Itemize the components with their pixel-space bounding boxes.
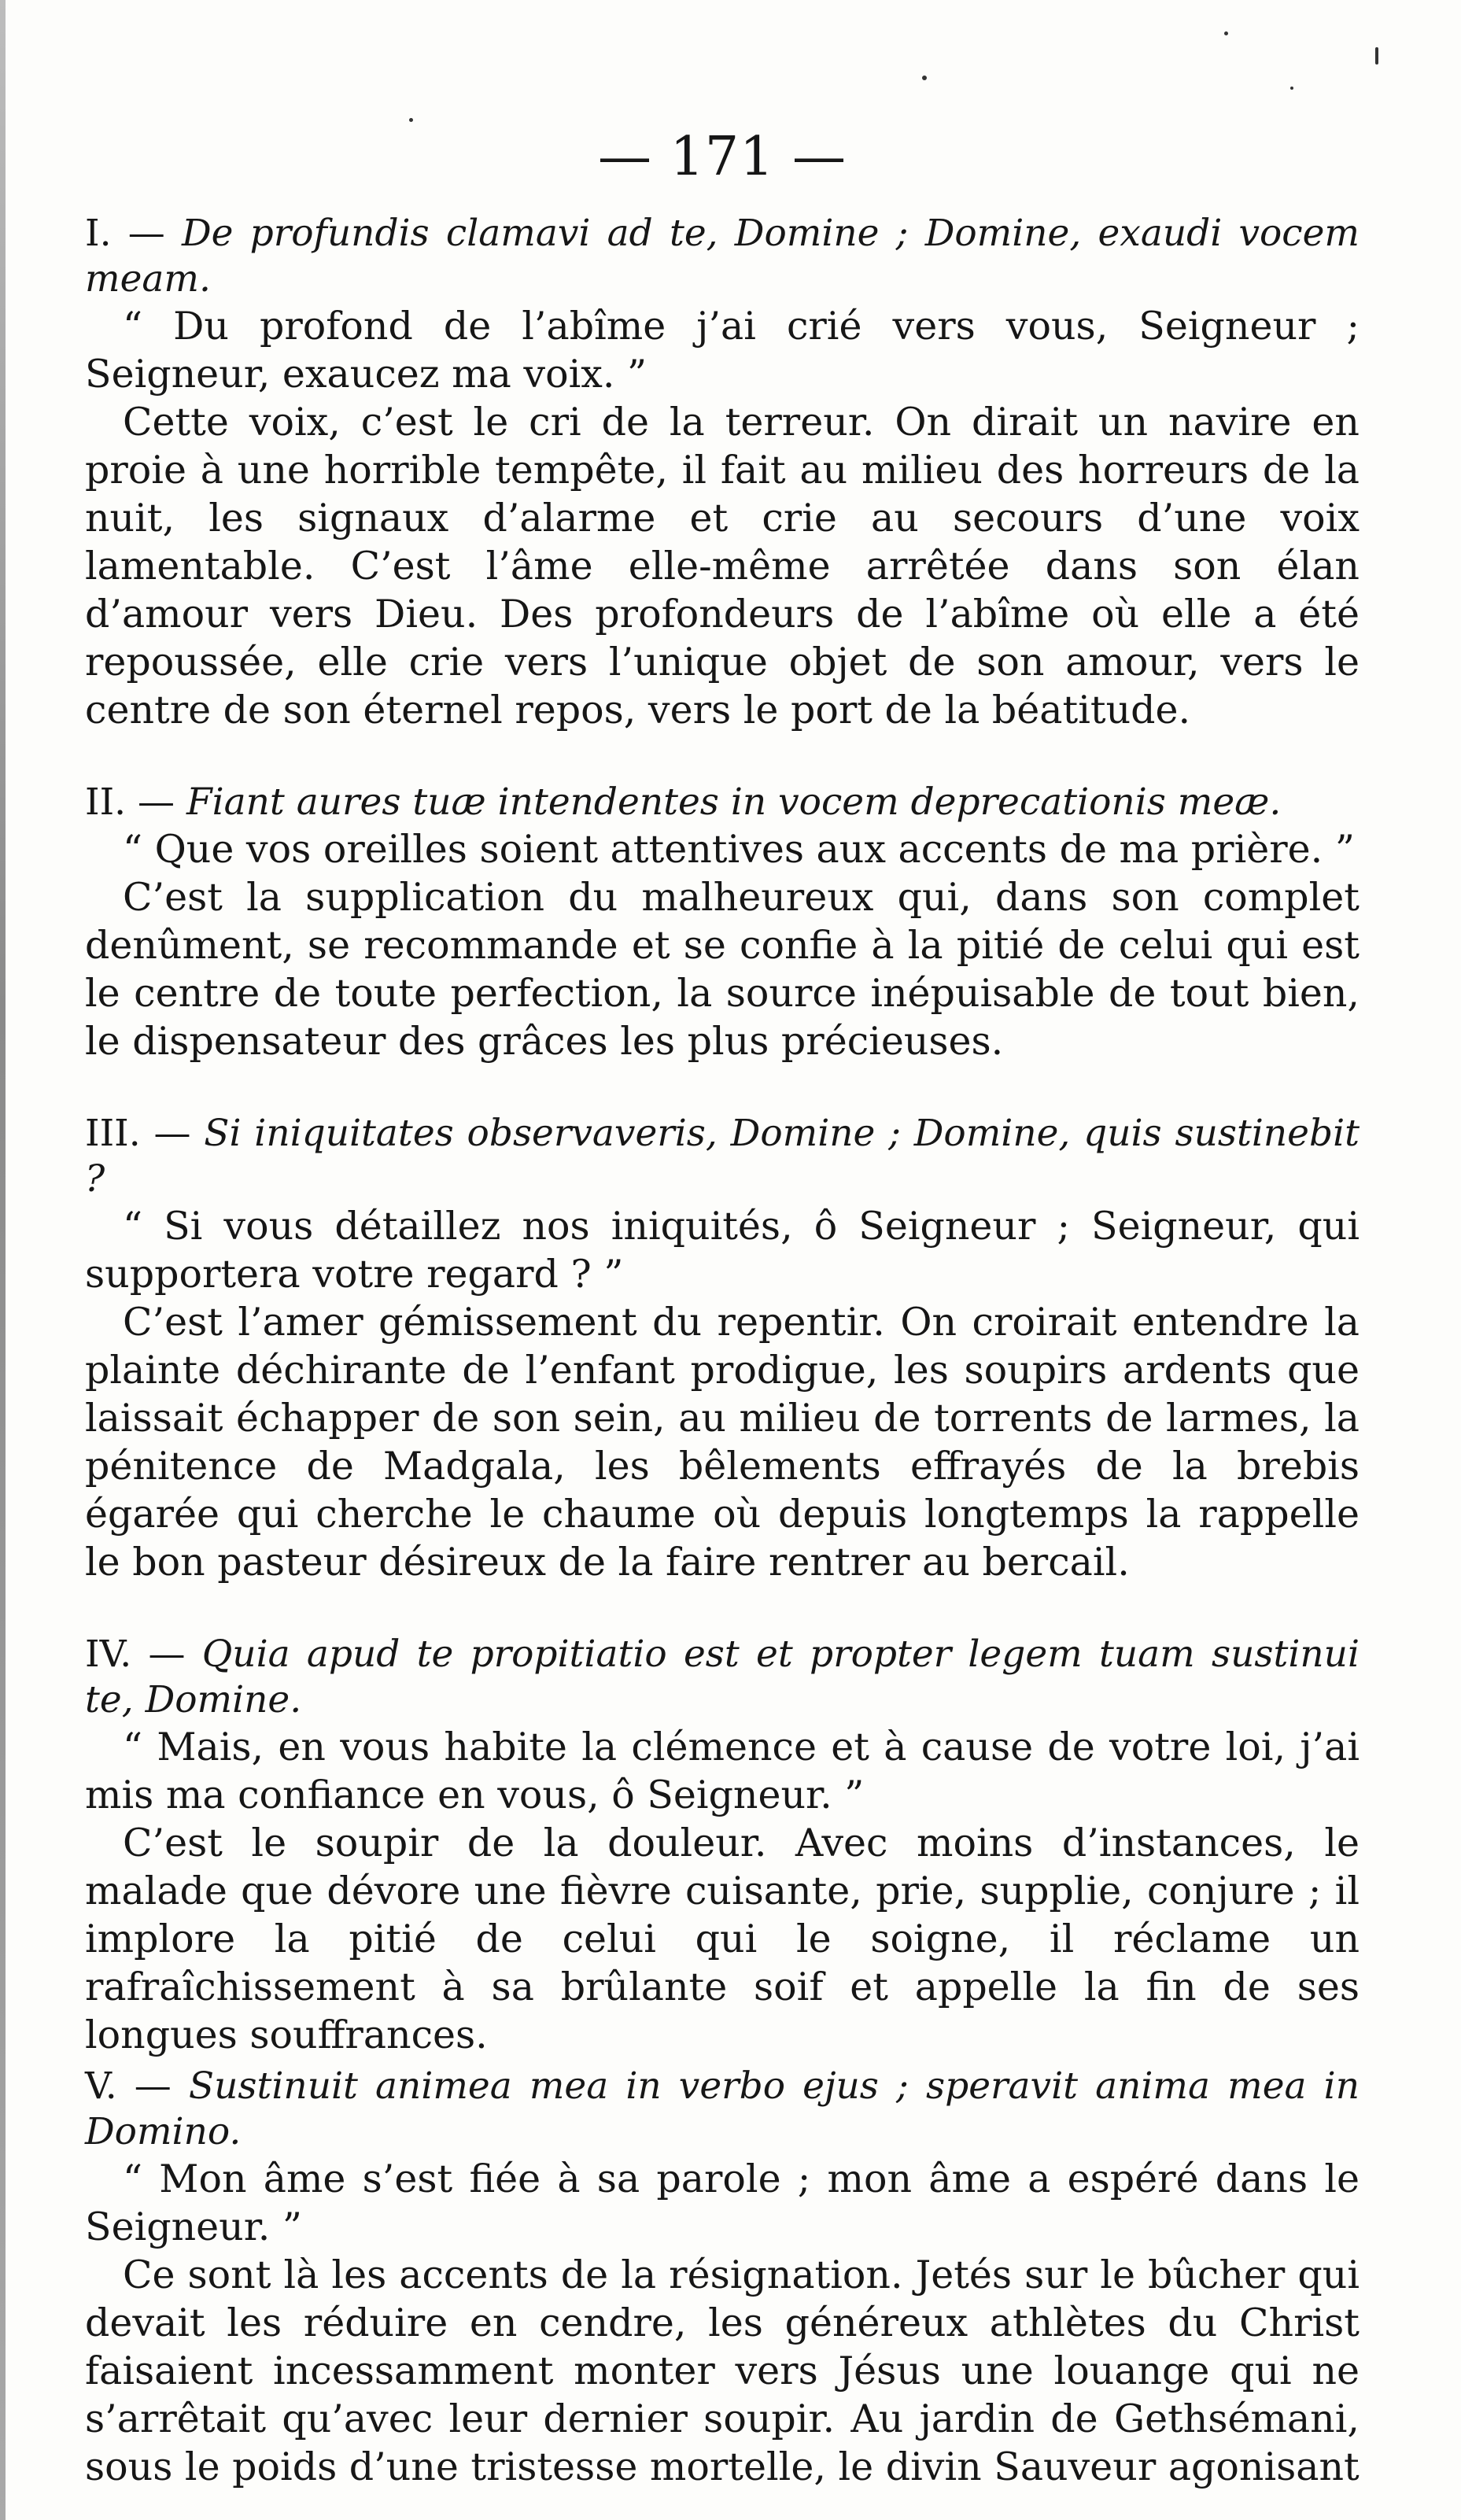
verse-number: II.	[85, 780, 127, 824]
verse-3	[85, 1111, 1360, 1586]
latin-verse	[85, 211, 1360, 302]
verse-number: IV.	[85, 1633, 132, 1676]
verse-2	[85, 780, 1360, 1065]
latin-text: Si iniquitates observaveris, Domine ; Domine, quis sustinebit ?	[85, 1112, 1360, 1201]
translation: “ Si vous détaillez nos iniquités, ô Seigneur ; Seigneur, qui supportera votre regard ? ”	[85, 1204, 1360, 1297]
scan-gutter-edge	[0, 0, 6, 2520]
verse-dash: —	[134, 2064, 172, 2108]
scan-speck	[1290, 87, 1293, 90]
verse-5	[85, 2064, 1360, 2491]
verse-dash: —	[138, 780, 186, 824]
book-page	[85, 126, 1360, 2491]
commentary: C’est l’amer gémissement du repentir. On croirait entendre la plainte déchirante de l’enfant prodigue, les soupirs ardents que laissait échapper de son sein, au milieu de torrents de larmes, la pénitence de Madgala, les bêlements effrayés de la brebis égarée qui cherche le chaume où depuis longtemps la rappelle le bon pasteur désireux de la faire rentrer au bercail.	[85, 1300, 1360, 1585]
verse-1	[85, 211, 1360, 734]
latin-text: Fiant aures tuæ intendentes in vocem deprecationis meæ.	[186, 780, 1282, 824]
commentary: C’est la supplication du malheureux qui, dans son complet denûment, se recommande et se confie à la pitié de celui qui est le centre de toute perfection, la source inépuisable de tout bien, le dispensateur des grâces les plus précieuses.	[85, 875, 1360, 1064]
translation: “ Que vos oreilles soient attentives aux accents de ma prière. ”	[123, 827, 1355, 872]
latin-text: De profundis clamavi ad te, Domine ; Domine, exaudi vocem meam.	[85, 212, 1360, 301]
scan-speck	[922, 76, 927, 80]
translation: “ Mon âme s’est fiée à sa parole ; mon âme a espéré dans le Seigneur. ”	[85, 2157, 1360, 2249]
commentary: C’est le soupir de la douleur. Avec moins d’instances, le malade que dévore une fièvre cuisante, prie, supplie, conjure ; il implore la pitié de celui qui le soigne, il réclame un rafraîchissement à sa brûlante soif et appelle la fin de ses longues souffrances.	[85, 1821, 1360, 2057]
latin-verse	[85, 1632, 1360, 1723]
translation: “ Mais, en vous habite la clémence et à cause de votre loi, j’ai mis ma confiance en vous, ô Seigneur. ”	[85, 1725, 1360, 1817]
scan-speck	[409, 118, 413, 122]
scan-speck	[1224, 31, 1228, 35]
latin-text: Sustinuit animea mea in verbo ejus ; speravit anima mea in Domino.	[85, 2064, 1360, 2153]
commentary: Cette voix, c’est le cri de la terreur. On dirait un navire en proie à une horrible tempête, il fait au milieu des horreurs de la nuit, les signaux d’alarme et crie au secours d’une voix lamentable. C’est l’âme elle-même arrêtée dans son élan d’amour vers Dieu. Des profondeurs de l’abîme où elle a été repoussée, elle crie vers l’unique objet de son amour, vers le centre de son éternel repos, vers le port de la béatitude.	[85, 400, 1360, 732]
page-number: — 171 —	[597, 126, 847, 188]
latin-verse	[85, 780, 1360, 825]
verse-number: I.	[85, 212, 112, 255]
translation: “ Du profond de l’abîme j’ai crié vers vous, Seigneur ; Seigneur, exaucez ma voix. ”	[85, 304, 1360, 397]
verse-dash: —	[127, 212, 182, 255]
verse-dash: —	[148, 1633, 202, 1676]
verse-number: III.	[85, 1112, 141, 1155]
verse-number: V.	[85, 2064, 117, 2108]
commentary: Ce sont là les accents de la résignation. Jetés sur le bûcher qui devait les réduire en cendre, les généreux athlètes du Christ faisaient incessamment monter vers Jésus une louange qui ne s’arrêtait qu’avec leur dernier soupir. Au jardin de Gethsémani, sous le poids d’une tristesse mortelle, le divin Sauveur agonisant	[85, 2253, 1360, 2489]
latin-text: Quia apud te propitiatio est et propter legem tuam sustinui te, Domine.	[85, 1633, 1360, 1721]
latin-verse	[85, 2064, 1360, 2155]
verse-4	[85, 1632, 1360, 2059]
verse-dash: —	[153, 1112, 205, 1155]
latin-verse	[85, 1111, 1360, 1202]
scan-speck	[1375, 47, 1378, 65]
